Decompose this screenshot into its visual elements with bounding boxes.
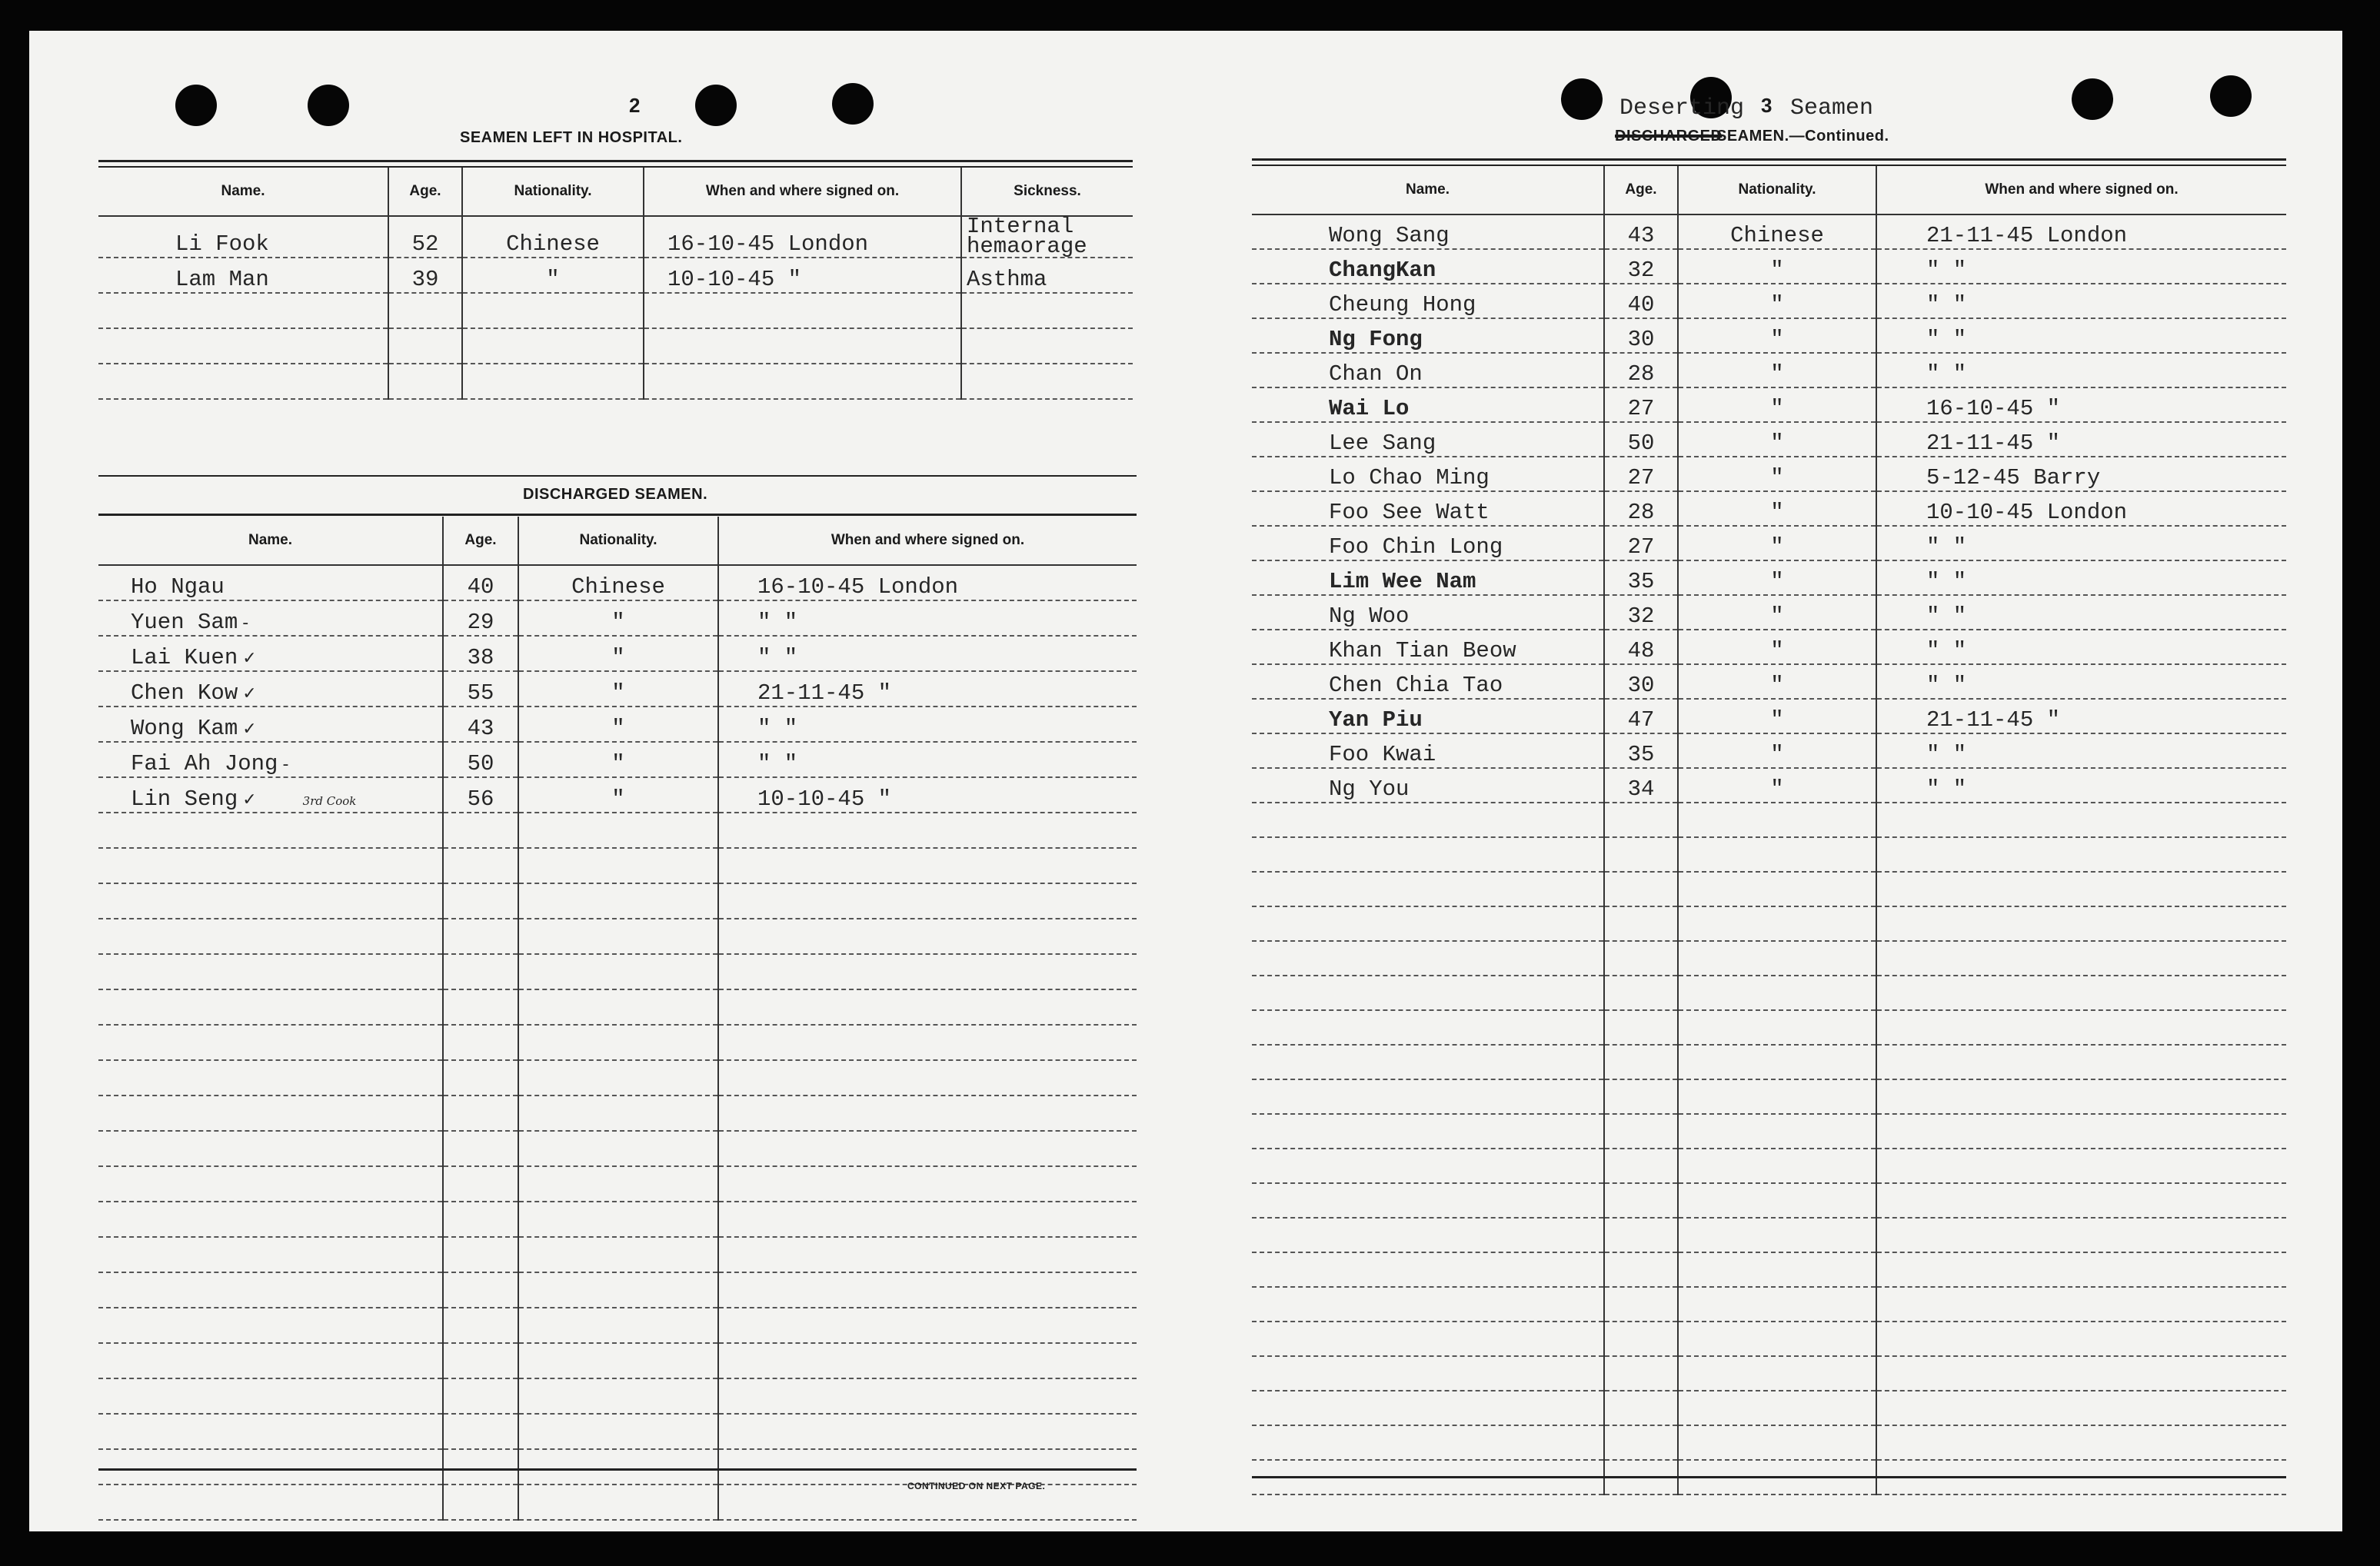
- signed-on: 16-10-45 London: [644, 216, 961, 258]
- signed-on: 21-11-45 ": [1876, 422, 2286, 457]
- seaman-name: [98, 671, 443, 707]
- signed-on: " ": [1876, 318, 2286, 353]
- seaman-nationality: ": [1678, 699, 1876, 733]
- seaman-name: Cheung Hong: [1252, 284, 1604, 318]
- table-row: [1252, 249, 2286, 284]
- signed-on: " ": [1876, 768, 2286, 803]
- seaman-age: 28: [1604, 491, 1678, 526]
- table-row: [98, 1131, 1137, 1166]
- table-row: [1252, 353, 2286, 387]
- table-row: [1252, 1183, 2286, 1218]
- table-row: [1252, 872, 2286, 906]
- seaman-nationality: ": [518, 636, 718, 671]
- seaman-nationality: Chinese: [518, 565, 718, 600]
- seaman-name-text: Wong Kam: [131, 716, 238, 741]
- table-row: [98, 1378, 1137, 1414]
- seaman-age: 35: [1604, 733, 1678, 768]
- seaman-nationality: ": [518, 600, 718, 636]
- table-row: [98, 258, 1133, 293]
- seaman-name: Lo Chao Ming: [1252, 457, 1604, 491]
- column-header: Age.: [1604, 166, 1678, 214]
- signed-on: 16-10-45 London: [718, 565, 1137, 600]
- table-row: [1252, 318, 2286, 353]
- table-header-row: [1252, 166, 2286, 214]
- table-row: [1252, 1045, 2286, 1079]
- table-row: [1252, 699, 2286, 733]
- continued-heading: SEAMEN.—Continued.: [1716, 128, 1889, 145]
- table-row: [98, 813, 1137, 848]
- table-row: [1252, 1425, 2286, 1460]
- seaman-age: 38: [443, 636, 518, 671]
- table-row: [1252, 837, 2286, 872]
- table-row: [1252, 768, 2286, 803]
- table-row: [1252, 906, 2286, 941]
- table-row: [98, 1343, 1137, 1378]
- signed-on: 21-11-45 ": [718, 671, 1137, 707]
- seaman-name: Chen Chia Tao: [1252, 664, 1604, 699]
- table-row: [98, 1308, 1137, 1343]
- column-header: When and where signed on.: [1876, 166, 2286, 214]
- seaman-nationality: ": [518, 707, 718, 742]
- discharged-section-title: DISCHARGED SEAMEN.: [523, 486, 708, 503]
- seaman-name-text: Yuen Sam: [131, 610, 238, 635]
- table-row: [98, 1096, 1137, 1131]
- table-row: [1252, 1287, 2286, 1322]
- seaman-name: Wong Sang: [1252, 214, 1604, 249]
- seaman-age: 50: [1604, 422, 1678, 457]
- table-row: [1252, 630, 2286, 664]
- signed-on: " ": [718, 600, 1137, 636]
- seaman-name: [98, 742, 443, 777]
- seaman-age: 35: [1604, 560, 1678, 595]
- signed-on: " ": [1876, 526, 2286, 560]
- signed-on: " ": [718, 636, 1137, 671]
- handwritten-note: 3rd Cook: [302, 794, 357, 808]
- seaman-name: Lam Man: [98, 258, 388, 293]
- seaman-nationality: ": [1678, 560, 1876, 595]
- seaman-nationality: ": [1678, 664, 1876, 699]
- tick-mark: ✓: [242, 720, 257, 739]
- column-header: Sickness.: [961, 168, 1133, 216]
- table-row: [98, 1060, 1137, 1096]
- signed-on: " ": [1876, 664, 2286, 699]
- table-row: [1252, 976, 2286, 1010]
- seaman-name: Ng Fong: [1252, 318, 1604, 353]
- table-row: [98, 1237, 1137, 1272]
- table-row: [1252, 457, 2286, 491]
- seaman-nationality: ": [1678, 422, 1876, 457]
- seaman-nationality: ": [1678, 491, 1876, 526]
- seaman-age: 27: [1604, 526, 1678, 560]
- bottom-rule: [1252, 1476, 2286, 1478]
- table-row: [1252, 1149, 2286, 1183]
- table-row: [1252, 526, 2286, 560]
- column-header: Name.: [1252, 166, 1604, 214]
- column-header: Nationality.: [1678, 166, 1876, 214]
- table-row: [1252, 387, 2286, 422]
- page-number: 2: [629, 94, 641, 117]
- struck-heading: DISCHARGED: [1615, 128, 1723, 145]
- seaman-nationality: ": [1678, 630, 1876, 664]
- seaman-age: 55: [443, 671, 518, 707]
- top-rule: [1252, 158, 2286, 161]
- tick-mark: -: [282, 755, 289, 774]
- table-row: [98, 848, 1137, 883]
- seaman-name: Foo Kwai: [1252, 733, 1604, 768]
- signed-on: 21-11-45 ": [1876, 699, 2286, 733]
- column-header: Name.: [98, 168, 388, 216]
- seaman-nationality: ": [518, 671, 718, 707]
- table-row: [1252, 491, 2286, 526]
- seaman-name: Yan Piu: [1252, 699, 1604, 733]
- table-row: [98, 293, 1133, 328]
- table-row: [1252, 1391, 2286, 1425]
- continued-note: CONTINUED ON NEXT PAGE.: [907, 1481, 1046, 1491]
- table-row: [1252, 284, 2286, 318]
- sickness: Internal hemaorage: [961, 216, 1133, 258]
- table-row: [98, 328, 1133, 364]
- column-header: Nationality.: [518, 517, 718, 565]
- seaman-age: 56: [443, 777, 518, 813]
- seaman-name: Ng Woo: [1252, 595, 1604, 630]
- table-row: [98, 1272, 1137, 1308]
- signed-on: " ": [1876, 595, 2286, 630]
- table-row: [1252, 733, 2286, 768]
- table-row: [1252, 803, 2286, 837]
- seaman-age: 29: [443, 600, 518, 636]
- seaman-nationality: ": [1678, 595, 1876, 630]
- hospital-table: [98, 168, 1133, 400]
- tick-mark: ✓: [242, 684, 257, 703]
- table-row: [1252, 1322, 2286, 1356]
- column-header: When and where signed on.: [644, 168, 961, 216]
- seaman-name: ChangKan: [1252, 249, 1604, 284]
- signed-on: 21-11-45 London: [1876, 214, 2286, 249]
- table-row: [98, 1449, 1137, 1485]
- table-row: [98, 1025, 1137, 1060]
- seaman-nationality: ": [1678, 318, 1876, 353]
- seaman-name: Li Fook: [98, 216, 388, 258]
- table-row: [1252, 1252, 2286, 1287]
- table-row: [98, 707, 1137, 742]
- seaman-age: 30: [1604, 318, 1678, 353]
- signed-on: " ": [1876, 630, 2286, 664]
- seaman-nationality: ": [1678, 457, 1876, 491]
- signed-on: " ": [1876, 733, 2286, 768]
- seaman-name: [98, 777, 443, 813]
- seaman-name: Lee Sang: [1252, 422, 1604, 457]
- table-row: [98, 216, 1133, 258]
- signed-on: 5-12-45 Barry: [1876, 457, 2286, 491]
- seaman-name: Wai Lo: [1252, 387, 1604, 422]
- seaman-age: 40: [443, 565, 518, 600]
- right-page: [1252, 31, 2286, 1531]
- table-row: [1252, 214, 2286, 249]
- seaman-name-text: Ho Ngau: [131, 574, 225, 600]
- table-row: [98, 1414, 1137, 1449]
- sickness: Asthma: [961, 258, 1133, 293]
- seaman-age: 27: [1604, 387, 1678, 422]
- seaman-nationality: ": [1678, 387, 1876, 422]
- seaman-age: 52: [388, 216, 462, 258]
- seaman-age: 48: [1604, 630, 1678, 664]
- table-row: [1252, 1079, 2286, 1114]
- table-row: [98, 989, 1137, 1025]
- signed-on: " ": [1876, 560, 2286, 595]
- signed-on: 10-10-45 ": [718, 777, 1137, 813]
- table-row: [98, 919, 1137, 954]
- table-row: [98, 600, 1137, 636]
- table-row: [1252, 1010, 2286, 1045]
- seaman-age: 47: [1604, 699, 1678, 733]
- seaman-name: Khan Tian Beow: [1252, 630, 1604, 664]
- table-header-row: [98, 168, 1133, 216]
- seaman-name: Lim Wee Nam: [1252, 560, 1604, 595]
- column-header: Age.: [388, 168, 462, 216]
- seaman-age: 39: [388, 258, 462, 293]
- seaman-nationality: ": [1678, 353, 1876, 387]
- table-header-row: [98, 517, 1137, 565]
- seaman-nationality: ": [462, 258, 644, 293]
- signed-on: 10-10-45 ": [644, 258, 961, 293]
- hospital-section-title: SEAMEN LEFT IN HOSPITAL.: [460, 129, 683, 146]
- tick-mark: ✓: [242, 790, 257, 810]
- signed-on: 10-10-45 London: [1876, 491, 2286, 526]
- signed-on: " ": [1876, 249, 2286, 284]
- table-row: [98, 954, 1137, 989]
- seaman-nationality: Chinese: [1678, 214, 1876, 249]
- seaman-nationality: ": [1678, 526, 1876, 560]
- discharged-table: [98, 517, 1137, 1521]
- table-row: [98, 1166, 1137, 1202]
- page-number: 3: [1761, 94, 1773, 117]
- section-rule: [98, 475, 1137, 477]
- seaman-name: [98, 565, 443, 600]
- seaman-age: 27: [1604, 457, 1678, 491]
- seamen-label: Seamen: [1790, 95, 1874, 121]
- seaman-nationality: ": [1678, 733, 1876, 768]
- seaman-age: 28: [1604, 353, 1678, 387]
- column-header: Name.: [98, 517, 443, 565]
- bottom-rule: [98, 1468, 1137, 1471]
- table-row: [1252, 941, 2286, 976]
- seaman-nationality: ": [1678, 768, 1876, 803]
- seaman-nationality: ": [1678, 284, 1876, 318]
- seaman-age: 43: [1604, 214, 1678, 249]
- table-row: [1252, 1114, 2286, 1149]
- table-row: [98, 364, 1133, 399]
- column-header: Age.: [443, 517, 518, 565]
- seaman-name-text: Lai Kuen: [131, 645, 238, 670]
- seaman-age: 30: [1604, 664, 1678, 699]
- table-row: [98, 636, 1137, 671]
- table-row: [1252, 1356, 2286, 1391]
- left-page: [98, 31, 1137, 1531]
- seaman-age: 32: [1604, 249, 1678, 284]
- seaman-name: [98, 600, 443, 636]
- deserting-table: [1252, 166, 2286, 1495]
- table-row: [98, 1202, 1137, 1237]
- table-row: [98, 671, 1137, 707]
- deserting-label: Deserting: [1619, 95, 1745, 121]
- seaman-name: [98, 636, 443, 671]
- seaman-name-text: Chen Kow: [131, 680, 238, 706]
- signed-on: " ": [718, 742, 1137, 777]
- table-row: [1252, 422, 2286, 457]
- seaman-name: Foo Chin Long: [1252, 526, 1604, 560]
- signed-on: 16-10-45 ": [1876, 387, 2286, 422]
- column-header: When and where signed on.: [718, 517, 1137, 565]
- seaman-nationality: ": [518, 777, 718, 813]
- seaman-nationality: ": [518, 742, 718, 777]
- section-rule: [98, 514, 1137, 516]
- seaman-nationality: Chinese: [462, 216, 644, 258]
- seaman-name-text: Lin Seng: [131, 786, 238, 812]
- table-row: [1252, 1218, 2286, 1252]
- signed-on: " ": [718, 707, 1137, 742]
- table-row: [1252, 560, 2286, 595]
- signed-on: " ": [1876, 353, 2286, 387]
- column-header: Nationality.: [462, 168, 644, 216]
- table-row: [98, 742, 1137, 777]
- seaman-name: Ng You: [1252, 768, 1604, 803]
- seaman-age: 40: [1604, 284, 1678, 318]
- seaman-name-text: Fai Ah Jong: [131, 751, 278, 776]
- tick-mark: -: [242, 613, 249, 633]
- seaman-nationality: ": [1678, 249, 1876, 284]
- seaman-age: 32: [1604, 595, 1678, 630]
- tick-mark: ✓: [242, 649, 257, 668]
- table-row: [98, 565, 1137, 600]
- seaman-name: [98, 707, 443, 742]
- table-row: [98, 777, 1137, 813]
- seaman-name: Foo See Watt: [1252, 491, 1604, 526]
- table-row: [98, 883, 1137, 919]
- seaman-name: Chan On: [1252, 353, 1604, 387]
- signed-on: " ": [1876, 284, 2286, 318]
- seaman-age: 34: [1604, 768, 1678, 803]
- table-row: [1252, 664, 2286, 699]
- ledger-sheet: [29, 31, 2342, 1531]
- seaman-age: 50: [443, 742, 518, 777]
- seaman-age: 43: [443, 707, 518, 742]
- top-rule: [98, 160, 1133, 162]
- table-row: [1252, 595, 2286, 630]
